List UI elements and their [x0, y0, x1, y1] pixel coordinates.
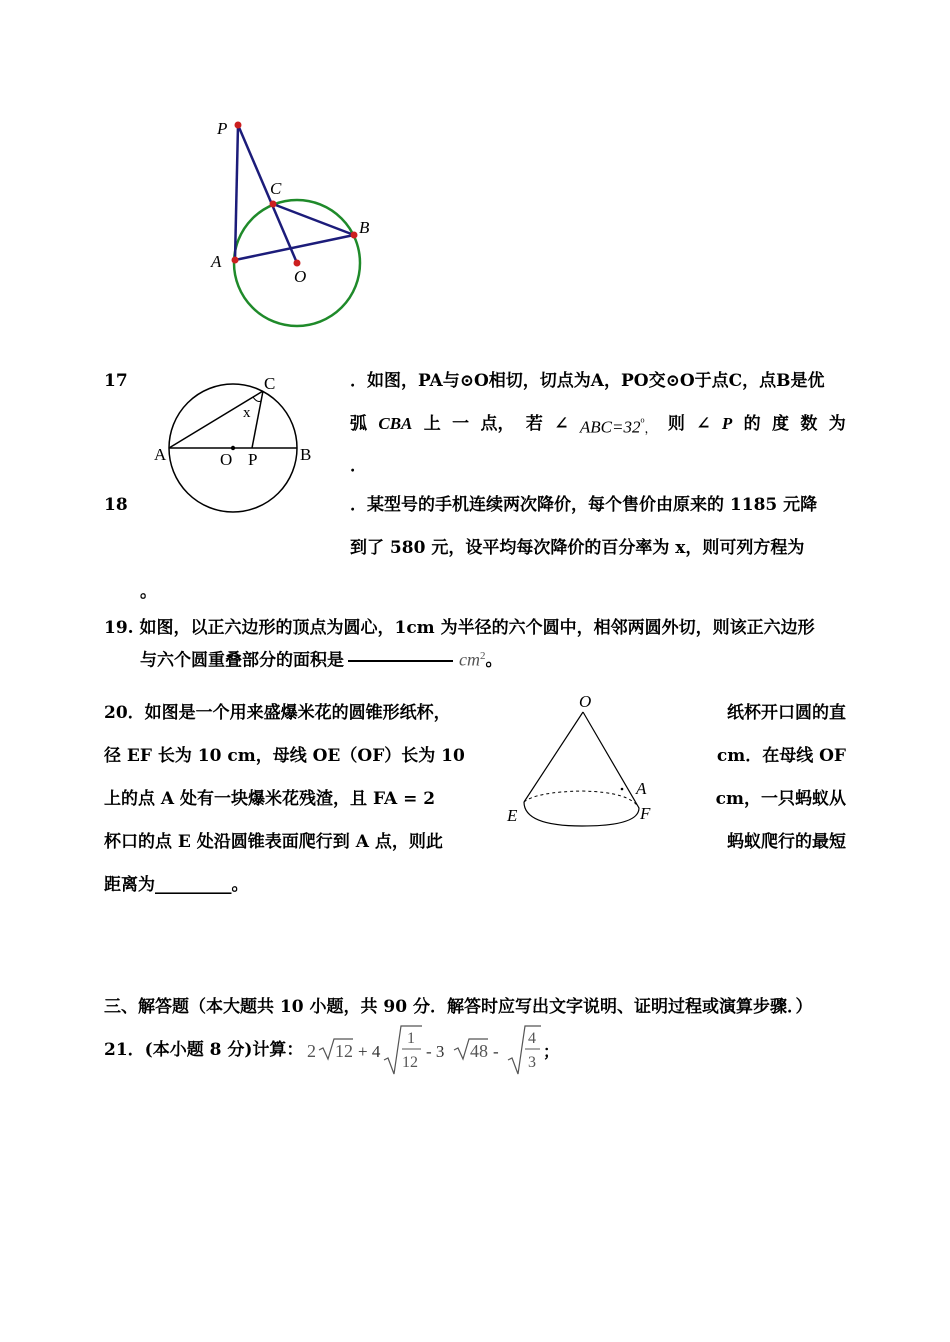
q20-left-line3: 上的点 A 处有一块爆米花残渣，且 FA = 2 [104, 789, 436, 809]
q19-unit: cm [459, 649, 480, 670]
q17-circle-figure [150, 370, 340, 515]
q21-op3: - [493, 1042, 499, 1061]
cone-point-a [621, 788, 624, 791]
q21-t2-den: 12 [402, 1054, 418, 1071]
q17-label-o: O [220, 450, 233, 469]
label-c: C [270, 179, 282, 198]
q21-op2: - 3 [426, 1042, 445, 1061]
q17-line1: ．如图，PA与⊙O相切，切点为A，PO交⊙O于点C，点B是优 [350, 371, 825, 391]
q17-w2: 上 [423, 414, 441, 434]
q17-w11: ∠ [696, 414, 711, 434]
cone-label-o: O [579, 692, 592, 711]
q21-t4-den: 3 [528, 1054, 536, 1071]
q17-w15: 数 [800, 414, 818, 434]
q17-w8: ⁰ [640, 418, 645, 429]
q20-right-line2: cm．在母线 OF [716, 746, 846, 766]
q19-unit-sup: 2 [480, 650, 486, 662]
q18-line1: ．某型号的手机连续两次降价，每个售价由原来的 1185 元降 [350, 495, 818, 515]
q21-t4-num: 4 [528, 1030, 536, 1047]
cone-label-f: F [640, 804, 651, 823]
cone-label-a: A [636, 779, 647, 798]
q21-t2-num: 1 [407, 1030, 415, 1047]
q19-line1: 19. 如图，以正六边形的顶点为圆心，1cm 为半径的六个圆中，相邻两圆外切，则该正六边形 [104, 618, 815, 638]
cone-edge-of [583, 712, 639, 808]
label-a: A [211, 252, 222, 271]
q21-t4-radical [508, 1026, 541, 1074]
q21-end: ； [543, 1044, 560, 1061]
q19-line2-text: 与六个圆重叠部分的面积是 [140, 650, 344, 671]
label-b: B [359, 218, 370, 237]
q17-label-b: B [300, 445, 312, 464]
q20-left-line5: 距离为_________。 [104, 875, 249, 895]
cone-edge-oe [524, 712, 583, 802]
q21-t3-rad: 48 [470, 1041, 488, 1061]
cone-base-back [524, 791, 639, 808]
q18-number: 18 [104, 495, 128, 515]
q17-line2 [350, 414, 846, 439]
cone-label-e: E [507, 806, 518, 825]
q21-op1: + 4 [358, 1042, 381, 1061]
q19-answer-blank [348, 660, 453, 662]
q20-right-line4: 蚂蚁爬行的最短 [727, 832, 846, 852]
q19-line2 [140, 646, 503, 671]
q19-end: 。 [485, 650, 503, 671]
q21-label: 21．(本小题 8 分)计算： [104, 1040, 304, 1060]
q18-line2: 到了 580 元，设平均每次降价的百分率为 x，则可列方程为 [350, 538, 805, 558]
q17-w9: ， [644, 421, 657, 436]
cone-base-front [524, 802, 639, 826]
q17-number: 17 [104, 371, 128, 391]
q17-label-p: P [248, 450, 258, 469]
q21-t1-rad: 12 [335, 1041, 353, 1061]
q17-w5: 若 [525, 414, 543, 434]
q17-angle-arc [253, 397, 261, 402]
q17-w14: 度 [772, 414, 790, 434]
q20-left-line1: 20．如图是一个用来盛爆米花的圆锥形纸杯， [104, 703, 451, 723]
point-p [235, 122, 242, 129]
q17-w3: 一 [452, 414, 470, 434]
q17-w16: 为 [828, 414, 846, 434]
q17-w4: 点， [480, 414, 515, 434]
q17-segment-cp [252, 391, 263, 448]
q17-w10: 则 [667, 414, 685, 434]
point-c [270, 201, 277, 208]
q20-left-line4: 杯口的点 E 处沿圆锥表面爬行到 A 点，则此 [104, 832, 443, 852]
q17-line3: ． [350, 456, 367, 476]
point-b [351, 232, 358, 239]
q17-label-a: A [154, 445, 167, 464]
q18-line3: 。 [140, 582, 157, 602]
label-p: P [217, 119, 228, 138]
q17-w12: P [721, 414, 733, 433]
q20-right-line1: 纸杯开口圆的直 [727, 703, 846, 723]
q20-left-line2: 径 EF 长为 10 cm，母线 OE（OF）长为 10 [104, 746, 465, 766]
point-a [232, 257, 239, 264]
q20-right-line3: cm，一只蚂蚁从 [715, 789, 846, 809]
q17-label-c: C [264, 374, 276, 393]
q21-t1-coef: 2 [307, 1041, 316, 1061]
segment-po [238, 125, 297, 263]
point-o [294, 260, 301, 267]
q17-w13: 的 [743, 414, 761, 434]
q17-w6: ∠ [554, 414, 569, 434]
q17-label-x: x [243, 405, 251, 421]
section3-heading: 三、解答题（本大题共 10 小题，共 90 分．解答时应写出文字说明、证明过程或演算步骤．） [104, 997, 813, 1017]
q17-w0: 弧 [350, 414, 367, 434]
q17-w7: ABC=32 [579, 417, 641, 437]
q17-w1: CBA [378, 414, 413, 433]
cone-figure [500, 690, 670, 835]
label-o: O [294, 267, 307, 286]
tangent-circle-figure [200, 110, 400, 340]
q21-expression [305, 1022, 560, 1080]
